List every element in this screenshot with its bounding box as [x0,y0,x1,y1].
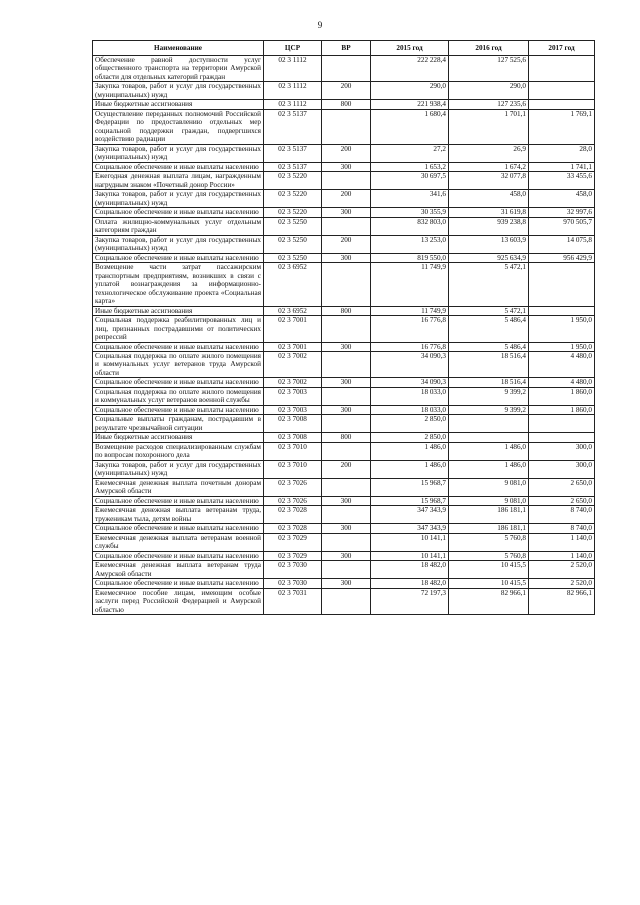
cell-name: Ежемесячная денежная выплата ветеранам труда Амурской области [93,561,264,579]
cell-name: Закупка товаров, работ и услуг для государственных (муниципальных) нужд [93,144,264,162]
table-row [93,387,595,405]
cell-2015: 34 090,3 [371,378,449,387]
table-row [93,561,595,579]
cell-name: Иные бюджетные ассигнования [93,306,264,315]
cell-csr: 02 3 7003 [264,387,322,405]
cell-csr: 02 3 7001 [264,316,322,342]
cell-vr [322,387,371,405]
page-number: 9 [317,20,323,30]
cell-2015: 13 253,0 [371,235,449,253]
table-row [93,460,595,478]
cell-2016: 26,9 [449,144,529,162]
cell-2017: 4 480,0 [529,351,595,377]
table-row [93,162,595,171]
table-row [93,579,595,588]
cell-2016: 5 486,4 [449,342,529,351]
cell-2015: 72 197,3 [371,588,449,614]
cell-2016: 1 486,0 [449,460,529,478]
cell-2015: 2 850,0 [371,415,449,433]
cell-2017: 1 950,0 [529,316,595,342]
cell-csr: 02 3 7010 [264,442,322,460]
header-2015: 2015 год [371,41,449,56]
cell-vr: 300 [322,524,371,533]
cell-csr: 02 3 5220 [264,172,322,190]
budget-table [92,40,595,615]
cell-vr [322,263,371,306]
table-row [93,109,595,144]
cell-2017 [529,306,595,315]
table-row [93,82,595,100]
cell-name: Возмещение расходов специализированным службам по вопросам похоронного дела [93,442,264,460]
cell-csr: 02 3 5220 [264,208,322,217]
cell-vr: 300 [322,208,371,217]
cell-vr [322,351,371,377]
header-csr: ЦСР [264,41,322,56]
cell-vr: 300 [322,253,371,262]
cell-name: Ежегодная денежная выплата лицам, награжденным нагрудным знаком «Почетный донор России» [93,172,264,190]
cell-name: Осуществление переданных полномочий Российской Федерации по предоставлению отдельных мер социальной поддержки граждан, подвергшихся воздействию радиации [93,109,264,144]
cell-2015: 347 343,9 [371,506,449,524]
table-row [93,190,595,208]
cell-2017: 1 860,0 [529,405,595,414]
header-name: Наименование [93,41,264,56]
cell-2016: 18 516,4 [449,351,529,377]
cell-2017: 4 480,0 [529,378,595,387]
cell-2016: 5 472,1 [449,263,529,306]
cell-2016: 939 238,8 [449,217,529,235]
table-row [93,415,595,433]
cell-2016: 9 399,2 [449,405,529,414]
cell-vr [322,109,371,144]
cell-name: Ежемесячная денежная выплата ветеранам труда, труженикам тыла, детям войны [93,506,264,524]
cell-2015: 10 141,1 [371,533,449,551]
table-row [93,405,595,414]
cell-2017: 8 740,0 [529,506,595,524]
cell-vr [322,316,371,342]
table-row [93,588,595,614]
cell-2016: 82 966,1 [449,588,529,614]
cell-2015: 11 749,9 [371,306,449,315]
cell-2016: 5 472,1 [449,306,529,315]
cell-name: Возмещение части затрат пассажирским транспортным предприятиям, возникших в связи с уплатой вознаграждения за информационно-технологическое обслуживание проекта «Социальная карта» [93,263,264,306]
cell-csr: 02 3 5220 [264,190,322,208]
cell-vr: 800 [322,433,371,442]
cell-2015: 832 803,0 [371,217,449,235]
cell-csr: 02 3 5250 [264,235,322,253]
cell-name: Ежемесячная денежная выплата ветеранам военной службы [93,533,264,551]
cell-csr: 02 3 1112 [264,100,322,109]
cell-vr: 300 [322,378,371,387]
cell-csr: 02 3 7028 [264,524,322,533]
cell-vr: 300 [322,579,371,588]
cell-2017: 32 997,6 [529,208,595,217]
cell-name: Закупка товаров, работ и услуг для государственных (муниципальных) нужд [93,235,264,253]
table-row [93,56,595,82]
cell-2015: 16 776,8 [371,316,449,342]
table-row [93,172,595,190]
cell-2015: 10 141,1 [371,551,449,560]
cell-vr: 800 [322,100,371,109]
cell-2017: 14 075,8 [529,235,595,253]
cell-name: Социальное обеспечение и иные выплаты населению [93,162,264,171]
cell-name: Социальное обеспечение и иные выплаты населению [93,496,264,505]
cell-csr: 02 3 1112 [264,82,322,100]
cell-2017: 1 741,1 [529,162,595,171]
cell-2017 [529,100,595,109]
cell-2017: 956 429,9 [529,253,595,262]
cell-2016: 5 486,4 [449,316,529,342]
cell-vr [322,533,371,551]
cell-name: Закупка товаров, работ и услуг для государственных (муниципальных) нужд [93,460,264,478]
cell-vr: 300 [322,551,371,560]
cell-2015: 15 968,7 [371,478,449,496]
cell-2015: 18 033,0 [371,405,449,414]
cell-2017: 300,0 [529,460,595,478]
cell-vr: 200 [322,190,371,208]
cell-2016: 127 525,6 [449,56,529,82]
cell-2015: 18 482,0 [371,561,449,579]
cell-2016 [449,433,529,442]
cell-vr: 200 [322,144,371,162]
cell-name: Социальное обеспечение и иные выплаты населению [93,524,264,533]
cell-2017: 970 505,7 [529,217,595,235]
cell-2016: 5 760,8 [449,551,529,560]
cell-2016: 127 235,6 [449,100,529,109]
cell-2015: 34 090,3 [371,351,449,377]
cell-2015: 341,6 [371,190,449,208]
cell-2015: 11 749,9 [371,263,449,306]
table-row [93,551,595,560]
cell-2016: 458,0 [449,190,529,208]
cell-vr: 200 [322,82,371,100]
cell-name: Социальная поддержка по оплате жилого помещения и коммунальных услуг ветеранов военной службы [93,387,264,405]
cell-vr [322,415,371,433]
cell-name: Социальное обеспечение и иные выплаты населению [93,551,264,560]
cell-2016: 18 516,4 [449,378,529,387]
cell-2017: 82 966,1 [529,588,595,614]
cell-csr: 02 3 6952 [264,263,322,306]
cell-2015: 347 343,9 [371,524,449,533]
cell-2015: 290,0 [371,82,449,100]
cell-2015: 16 776,8 [371,342,449,351]
cell-csr: 02 3 7003 [264,405,322,414]
cell-2016: 10 415,5 [449,579,529,588]
cell-2015: 18 033,0 [371,387,449,405]
table-row [93,144,595,162]
cell-csr: 02 3 7008 [264,415,322,433]
cell-2016: 1 486,0 [449,442,529,460]
cell-csr: 02 3 7030 [264,579,322,588]
cell-csr: 02 3 5250 [264,217,322,235]
table-row [93,100,595,109]
cell-2016: 9 399,2 [449,387,529,405]
table-row [93,217,595,235]
cell-csr: 02 3 6952 [264,306,322,315]
cell-2015: 15 968,7 [371,496,449,505]
cell-name: Социальная поддержка реабилитированных лиц и лиц, признанных пострадавшими от политических репрессий [93,316,264,342]
cell-2016: 1 674,2 [449,162,529,171]
cell-name: Ежемесячная денежная выплата почетным донорам Амурской области [93,478,264,496]
cell-2015: 222 228,4 [371,56,449,82]
cell-csr: 02 3 5137 [264,162,322,171]
cell-csr: 02 3 5250 [264,253,322,262]
cell-2015: 1 680,4 [371,109,449,144]
cell-vr [322,172,371,190]
cell-name: Социальное обеспечение и иные выплаты населению [93,405,264,414]
cell-vr: 300 [322,162,371,171]
cell-2016: 13 603,9 [449,235,529,253]
cell-name: Социальное обеспечение и иные выплаты населению [93,253,264,262]
table-row [93,478,595,496]
cell-csr: 02 3 7001 [264,342,322,351]
cell-2017: 28,0 [529,144,595,162]
cell-vr: 300 [322,405,371,414]
table-row [93,442,595,460]
header-vr: ВР [322,41,371,56]
table-header-row [93,41,595,56]
table-row [93,316,595,342]
cell-csr: 02 3 7026 [264,478,322,496]
table-row [93,235,595,253]
cell-vr [322,588,371,614]
cell-vr [322,506,371,524]
cell-name: Социальное обеспечение и иные выплаты населению [93,579,264,588]
table-row [93,533,595,551]
cell-2017 [529,263,595,306]
cell-csr: 02 3 7031 [264,588,322,614]
cell-2016: 9 081,0 [449,496,529,505]
cell-vr [322,478,371,496]
cell-2015: 30 697,5 [371,172,449,190]
table-row [93,342,595,351]
cell-2017: 458,0 [529,190,595,208]
cell-vr: 300 [322,496,371,505]
table-row [93,378,595,387]
cell-2016: 186 181,1 [449,506,529,524]
cell-csr: 02 3 7029 [264,551,322,560]
cell-2015: 1 653,2 [371,162,449,171]
cell-2015: 30 355,9 [371,208,449,217]
cell-2017 [529,415,595,433]
cell-csr: 02 3 7002 [264,378,322,387]
cell-csr: 02 3 7010 [264,460,322,478]
cell-2016: 10 415,5 [449,561,529,579]
cell-2015: 27,2 [371,144,449,162]
cell-2016: 31 619,8 [449,208,529,217]
cell-2017: 300,0 [529,442,595,460]
cell-name: Закупка товаров, работ и услуг для государственных (муниципальных) нужд [93,82,264,100]
cell-csr: 02 3 5137 [264,144,322,162]
cell-2017: 1 860,0 [529,387,595,405]
cell-vr [322,56,371,82]
cell-2015: 819 550,0 [371,253,449,262]
cell-2016: 5 760,8 [449,533,529,551]
table-row [93,506,595,524]
cell-name: Социальное обеспечение и иные выплаты населению [93,208,264,217]
cell-csr: 02 3 7030 [264,561,322,579]
table-row [93,433,595,442]
cell-vr: 800 [322,306,371,315]
header-2016: 2016 год [449,41,529,56]
cell-vr [322,561,371,579]
cell-name: Социальное обеспечение и иные выплаты населению [93,342,264,351]
cell-name: Оплата жилищно-коммунальных услуг отдельным категориям граждан [93,217,264,235]
cell-2017 [529,433,595,442]
cell-2017: 2 520,0 [529,561,595,579]
table-row [93,208,595,217]
cell-name: Социальные выплаты гражданам, пострадавшим в результате чрезвычайной ситуации [93,415,264,433]
table-row [93,263,595,306]
cell-2016: 925 634,9 [449,253,529,262]
table-row [93,306,595,315]
cell-name: Иные бюджетные ассигнования [93,100,264,109]
cell-vr [322,442,371,460]
cell-2016: 1 701,1 [449,109,529,144]
cell-2017: 8 740,0 [529,524,595,533]
cell-vr: 300 [322,342,371,351]
cell-2017: 33 455,6 [529,172,595,190]
cell-2017: 1 140,0 [529,551,595,560]
cell-2016: 9 081,0 [449,478,529,496]
cell-2017: 1 769,1 [529,109,595,144]
cell-csr: 02 3 1112 [264,56,322,82]
header-2017: 2017 год [529,41,595,56]
cell-2016: 32 077,8 [449,172,529,190]
cell-name: Ежемесячное пособие лицам, имеющим особые заслуги перед Российской Федерацией и Амурской областью [93,588,264,614]
cell-csr: 02 3 5137 [264,109,322,144]
cell-csr: 02 3 7008 [264,433,322,442]
cell-csr: 02 3 7029 [264,533,322,551]
cell-2016 [449,415,529,433]
cell-2017 [529,82,595,100]
cell-csr: 02 3 7002 [264,351,322,377]
cell-2016: 290,0 [449,82,529,100]
cell-2015: 2 850,0 [371,433,449,442]
table-row [93,253,595,262]
cell-2015: 1 486,0 [371,460,449,478]
cell-2015: 221 938,4 [371,100,449,109]
table-row [93,524,595,533]
cell-name: Социальное обеспечение и иные выплаты населению [93,378,264,387]
cell-2017: 2 650,0 [529,478,595,496]
cell-2017 [529,56,595,82]
cell-vr: 200 [322,460,371,478]
table-row [93,351,595,377]
cell-vr: 200 [322,235,371,253]
cell-2015: 18 482,0 [371,579,449,588]
cell-2017: 1 950,0 [529,342,595,351]
cell-csr: 02 3 7026 [264,496,322,505]
cell-name: Закупка товаров, работ и услуг для государственных (муниципальных) нужд [93,190,264,208]
cell-name: Иные бюджетные ассигнования [93,433,264,442]
cell-name: Обеспечение равной доступности услуг общественного транспорта на территории Амурской области для отдельных категорий граждан [93,56,264,82]
cell-2015: 1 486,0 [371,442,449,460]
cell-csr: 02 3 7028 [264,506,322,524]
table-row [93,496,595,505]
cell-2017: 1 140,0 [529,533,595,551]
cell-2017: 2 650,0 [529,496,595,505]
cell-2017: 2 520,0 [529,579,595,588]
cell-vr [322,217,371,235]
cell-name: Социальная поддержка по оплате жилого помещения и коммунальных услуг ветеранов труда Амурской области [93,351,264,377]
cell-2016: 186 181,1 [449,524,529,533]
